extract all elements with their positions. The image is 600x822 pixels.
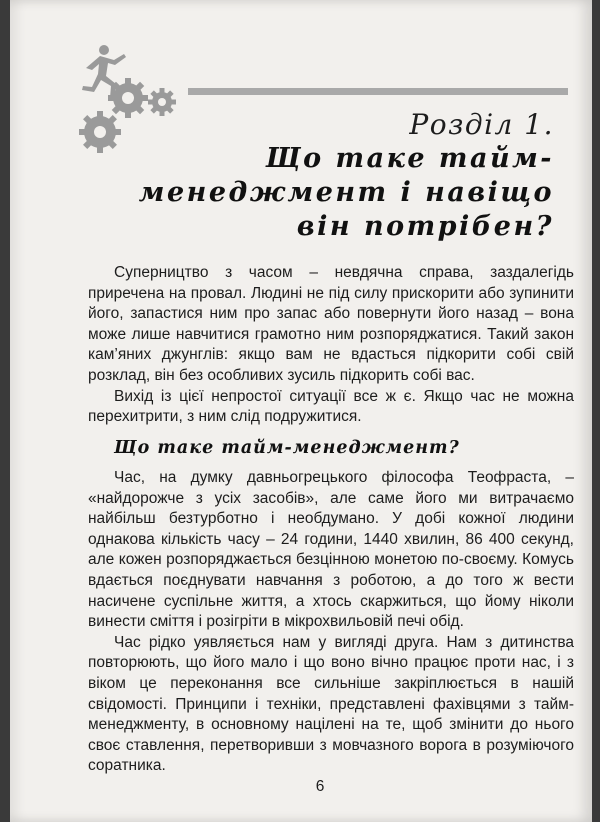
header-rule — [188, 88, 568, 95]
chapter-title-line: Що таке тайм- — [265, 143, 554, 174]
chapter-label: Розділ 1. — [409, 108, 554, 141]
chapter-title-line: він потрібен? — [296, 211, 554, 242]
paragraph: Вихід із цієї непростої ситуації все ж є. Якщо час не можна перехитрити, з ним слід подружитися. — [88, 387, 574, 426]
paragraph: Час рідко уявляється нам у вигляді друга. Нам з дитинства повторюють, що його мало і що воно вічно працює проти нас, і з віком це переконання все сильніше закріплюється в нашій свідомості. Принципи і техніки, представлені фахівцями з тайм-менеджменту, в основному націлені на те, щоб змінити до нього своє ставлення, перетворивши з мовчазного ворога в розуміючого соратника. — [88, 633, 574, 775]
chapter-title-line: менеджмент і навіщо — [138, 177, 554, 208]
section-heading: Що таке тайм-менеджмент? — [114, 438, 460, 458]
paragraph: Час, на думку давньогрецького філософа Теофраста, – «найдорожче з усіх засобів», але саме його ми витрачаємо найбільш безтурботно і необдумано. У добі кожної людини однакова кількість часу – 24 години, 1440 хвилин, 86 400 секунд, але кожен розпоряджається безцінною монетою по-своєму. Комусь вдається поєднувати навчання з роботою, а до того ж вести насичене суспільне життя, а хтось скаржиться, що йому ніколи винести сміття і розігріти в мікрохвильовій печі обід. — [88, 469, 574, 631]
book-page — [10, 0, 592, 822]
page-number: 6 — [315, 778, 325, 795]
chapter-heading — [139, 108, 554, 244]
intro-text — [88, 263, 574, 428]
section-text — [88, 468, 574, 777]
paragraph: Суперництво з часом – невдячна справа, заздалегідь приречена на провал. Людині не під силу прискорити або зупинити його, запастися ним про запас або повернути його назад – вона може лише навчитися грамотно ним розпоряджатися. Такий закон кам’яних джунглів: якщо вам не вдасться підкорити собі свій розклад, він без особливих зусиль підкорить собі вас. — [88, 264, 574, 384]
